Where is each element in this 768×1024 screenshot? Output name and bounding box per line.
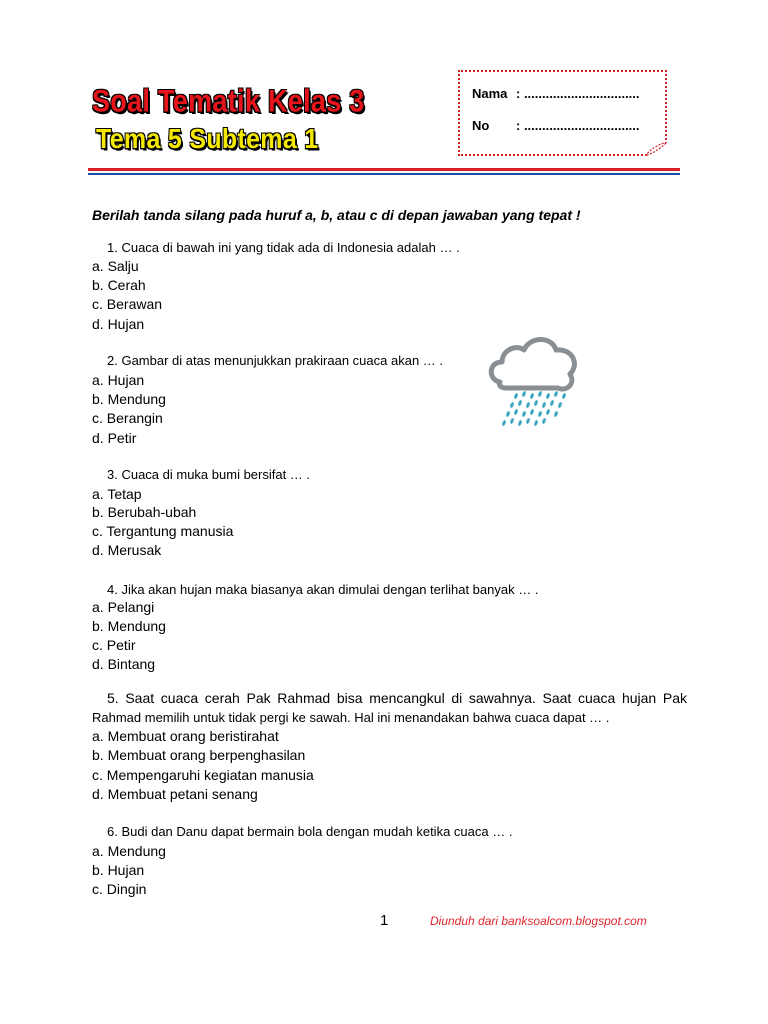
question-4-option-d[interactable]: d. Bintang [92,656,156,672]
name-label: Nama [472,86,508,101]
question-2-option-b[interactable]: b. Mendung [92,391,166,407]
question-1-option-c[interactable]: c. Berawan [92,296,163,312]
question-2-option-a[interactable]: a. Hujan [92,372,145,388]
question-5-option-b[interactable]: b. Membuat orang berpenghasilan [92,747,306,763]
question-3-option-c[interactable]: c. Tergantung manusia [92,523,234,539]
question-3-option-a[interactable]: a. Tetap [92,486,142,502]
source-credit: Diunduh dari banksoalcom.blogspot.com [430,914,647,928]
name-row [472,86,640,101]
question-1-option-b[interactable]: b. Cerah [92,277,146,293]
name-field[interactable]: : ................................ [516,86,640,101]
question-4-option-b[interactable]: b. Mendung [92,618,166,634]
question-4-option-a[interactable]: a. Pelangi [92,599,155,615]
question-6: 6. Budi dan Danu dapat bermain bola dengan mudah ketika cuaca … . [107,824,513,839]
question-5-line-1: 5. Saat cuaca cerah Pak Rahmad bisa mencangkul di sawahnya. Saat cuaca hujan Pak [107,690,687,706]
question-4: 4. Jika akan hujan maka biasanya akan dimulai dengan terlihat banyak … . [107,582,539,597]
question-5-option-c[interactable]: c. Mempengaruhi kegiatan manusia [92,767,314,783]
page-curl-icon [645,142,667,156]
number-field[interactable]: : ................................ [516,118,640,133]
worksheet-subtitle: Tema 5 Subtema 1 [96,124,319,155]
question-2-option-d[interactable]: d. Petir [92,430,137,446]
student-id-box [458,70,667,156]
question-5-line-2: Rahmad memilih untuk tidak pergi ke sawah. Hal ini menandakan bahwa cuaca dapat … . [92,710,610,725]
question-6-option-b[interactable]: b. Hujan [92,862,145,878]
question-3-option-d[interactable]: d. Merusak [92,542,162,558]
worksheet-title: Soal Tematik Kelas 3 [92,84,365,119]
question-6-option-c[interactable]: c. Dingin [92,881,147,897]
instruction-text: Berilah tanda silang pada huruf a, b, atau c di depan jawaban yang tepat ! [92,207,581,223]
number-row [472,118,640,133]
question-3: 3. Cuaca di muka bumi bersifat … . [107,467,311,482]
rain-cloud-icon [486,332,582,432]
page-number: 1 [380,912,389,929]
question-3-option-b[interactable]: b. Berubah-ubah [92,504,197,520]
header-rule-blue [88,173,680,175]
question-5-option-d[interactable]: d. Membuat petani senang [92,786,258,802]
question-6-option-a[interactable]: a. Mendung [92,843,166,859]
question-1-option-d[interactable]: d. Hujan [92,316,145,332]
question-1-option-a[interactable]: a. Salju [92,258,139,274]
question-4-option-c[interactable]: c. Petir [92,637,136,653]
question-1: 1. Cuaca di bawah ini yang tidak ada di Indonesia adalah … . [107,240,460,255]
question-2: 2. Gambar di atas menunjukkan prakiraan cuaca akan … . [107,353,444,368]
question-5-option-a[interactable]: a. Membuat orang beristirahat [92,728,279,744]
number-label: No [472,118,490,133]
header-rule-red [88,168,680,171]
question-2-option-c[interactable]: c. Berangin [92,410,163,426]
